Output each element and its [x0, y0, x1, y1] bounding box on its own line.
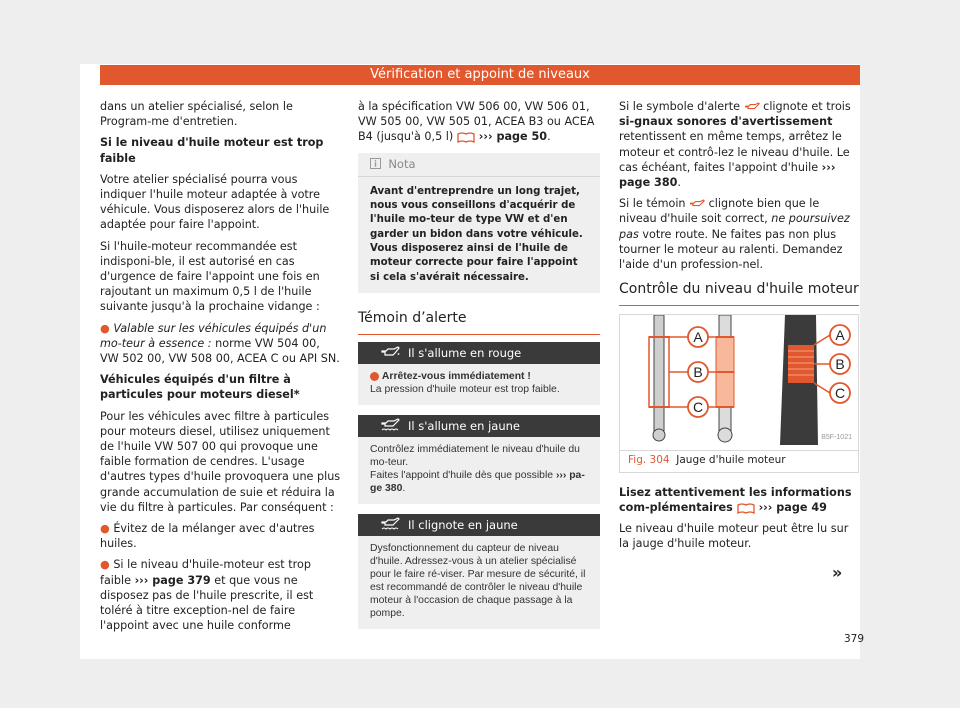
label-c: C: [834, 385, 846, 402]
bullet-text: Évitez de la mélanger avec d'autres huiles.: [100, 522, 315, 551]
warning-yellow-body: [358, 437, 600, 504]
page-link[interactable]: ››› page 49: [737, 501, 827, 514]
paragraph-text: à la spécification VW 506 00, VW 506 01, VW 505 00, VW 505 01, ACEA B3 ou ACEA B4 (jusqu'à 0,5 l): [358, 100, 595, 144]
bullet-text: et que vous ne disposez pas de l'huile prescrite, il est toléré à titre exception-nel de faire l'appoint avec une huile conforme: [100, 573, 314, 633]
page-number: 379: [844, 633, 865, 645]
paragraph-text: Si le symbole d'alerte: [619, 100, 744, 113]
figure: [619, 314, 859, 472]
warning-red-bar: [358, 342, 600, 364]
warning-text: Contrôlez immédiatement le niveau d'huile du mo-teur.: [370, 444, 580, 469]
oil-level-icon: [380, 517, 400, 531]
warning-yellow-bar: [358, 415, 600, 437]
oil-level-icon: [380, 418, 400, 432]
warning-title: Il s'allume en rouge: [408, 346, 522, 361]
book-icon: [737, 503, 755, 514]
bullet-item: [100, 521, 342, 551]
book-icon: [457, 132, 475, 143]
paragraph: Si l'huile-moteur recommandée est indisponi-ble, il est autorisé en cas d'urgence de faire l'appoint une fois en rajoutant un maximum 0,5 l de l'huile suivante jusqu'à la prochaine vidange :: [100, 239, 320, 314]
emphasis: Lisez attentivement les informations com-plémentaires: [619, 485, 852, 515]
figure-caption: [620, 450, 858, 472]
label-c: C: [692, 399, 704, 416]
note-text: Avant d'entreprendre un long trajet, nous vous conseillons d'acquérir de l'huile mo-teur de type VW et d'en garder un bidon dans votre véhicule. Vous disposerez ainsi de l'huile de moteur correcte pour faire l'appoint si cela s'avérait nécessaire.: [370, 185, 583, 283]
label-b: B: [835, 356, 845, 373]
continue-mark: »: [832, 563, 843, 582]
warning-title: Il s'allume en jaune: [408, 419, 520, 434]
emphasis: si-gnaux sonores d'avertissement: [619, 115, 833, 129]
warning-red-body: [358, 364, 600, 405]
paragraph: [358, 99, 600, 145]
oil-can-icon: [744, 102, 760, 112]
paragraph: Le niveau d'huile moteur peut être lu sur la jauge d'huile moteur.: [619, 522, 849, 551]
note-box: [358, 153, 600, 293]
bullet-text: Si le niveau d'huile-moteur est trop faible: [100, 558, 311, 587]
paragraph: [619, 485, 859, 515]
bullet-dot: ●: [100, 321, 114, 335]
section-title: Contrôle du niveau d'huile moteur: [619, 282, 859, 306]
warning-title: Il clignote en jaune: [408, 518, 518, 533]
note-header: [358, 153, 600, 177]
emphasis: ne poursuivez pas: [619, 212, 850, 241]
paragraph-text: clignote bien que le niveau d'huile soit correct,: [619, 197, 820, 226]
paragraph: Votre atelier spécialisé pourra vous indiquer l'huile moteur adaptée à votre véhicule. Vous disposerez alors de l'huile adaptée pour faire l'appoint.: [100, 172, 330, 232]
column-2: [358, 99, 600, 639]
subheading: Si le niveau d'huile moteur est trop faible: [100, 136, 324, 165]
warning-text: La pression d'huile moteur est trop faible.: [370, 384, 560, 396]
page-link[interactable]: ››› page 379: [134, 573, 211, 587]
bullet-italic: Valable sur les véhicules équipés d'un mo-teur à essence :: [100, 321, 327, 350]
column-1: [100, 99, 342, 640]
punct: .: [677, 176, 681, 190]
note-label: Nota: [388, 156, 416, 171]
bullet-dot: ●: [100, 558, 114, 572]
figure-code: B5F-1021: [821, 434, 852, 442]
bullet-dot: ●: [100, 522, 114, 536]
subheading: Véhicules équipés d'un filtre à particules pour moteurs diesel*: [100, 373, 300, 402]
label-a: A: [693, 329, 703, 346]
page-header: Vérification et appoint de niveaux: [100, 65, 860, 85]
figure-number: Fig. 304: [628, 453, 670, 466]
warning-bold: Arrêtez-vous immédiatement !: [381, 371, 531, 383]
warning-blink-bar: [358, 514, 600, 536]
bullet-item: [100, 557, 342, 633]
page-link[interactable]: ››› page 380: [619, 160, 836, 190]
label-b: B: [693, 364, 703, 381]
page-link[interactable]: ››› pa-ge 380: [370, 470, 585, 495]
stop-icon: [370, 372, 379, 381]
bullet-text: norme VW 504 00, VW 502 00, VW 508 00, ACEA C ou API SN.: [100, 336, 340, 366]
oil-can-icon: [380, 345, 400, 359]
bullet-item: [100, 321, 342, 367]
label-a: A: [835, 327, 845, 344]
paragraph-text: votre route. Ne faites pas non plus tourner le moteur au ralenti. Demandez l'aide d'un profession-nel.: [619, 227, 843, 272]
paragraph: Pour les véhicules avec filtre à particules pour moteurs diesel, utilisez uniquement de l'huile VW 507 00 qui provoque une faible formation de cendres. L'usage d'autres types d'huile provoquera une plus grande accumulation de suie et réduira la vie du filtre à particules. Par conséquent :: [100, 409, 341, 514]
caption-text: Jauge d'huile moteur: [676, 453, 786, 466]
paragraph-text: retentissent en même temps, arrêtez le moteur et contrô-lez le niveau d'huile. Le cas échéant, faites l'appoint d'huile: [619, 130, 850, 174]
paragraph: [619, 99, 859, 190]
paragraph: [619, 196, 859, 272]
page-link[interactable]: ››› page 50: [457, 130, 547, 143]
warning-blink-body: Dysfonctionnement du capteur de niveau d'huile. Adressez-vous à un atelier spécialisé pour le faire ré-viser. Par mesure de sécurité, il est recommandé de contrôler le niveau d'huile moteur à l'occasion de chaque passage à la pompe.: [358, 536, 600, 629]
warning-text: Faites l'appoint d'huile dès que possible: [370, 470, 556, 482]
dipstick-illustration: [620, 315, 858, 445]
column-3: [619, 99, 859, 558]
oil-can-icon: [689, 199, 705, 209]
paragraph: dans un atelier spécialisé, selon le Program-me d'entretien.: [100, 100, 293, 129]
paragraph-text: Si le témoin: [619, 197, 690, 211]
punct: .: [402, 483, 406, 495]
info-icon: [370, 158, 381, 169]
paragraph-text: clignote et trois: [759, 100, 851, 113]
section-title: Témoin d’alerte: [358, 311, 600, 335]
punct: .: [547, 130, 551, 144]
